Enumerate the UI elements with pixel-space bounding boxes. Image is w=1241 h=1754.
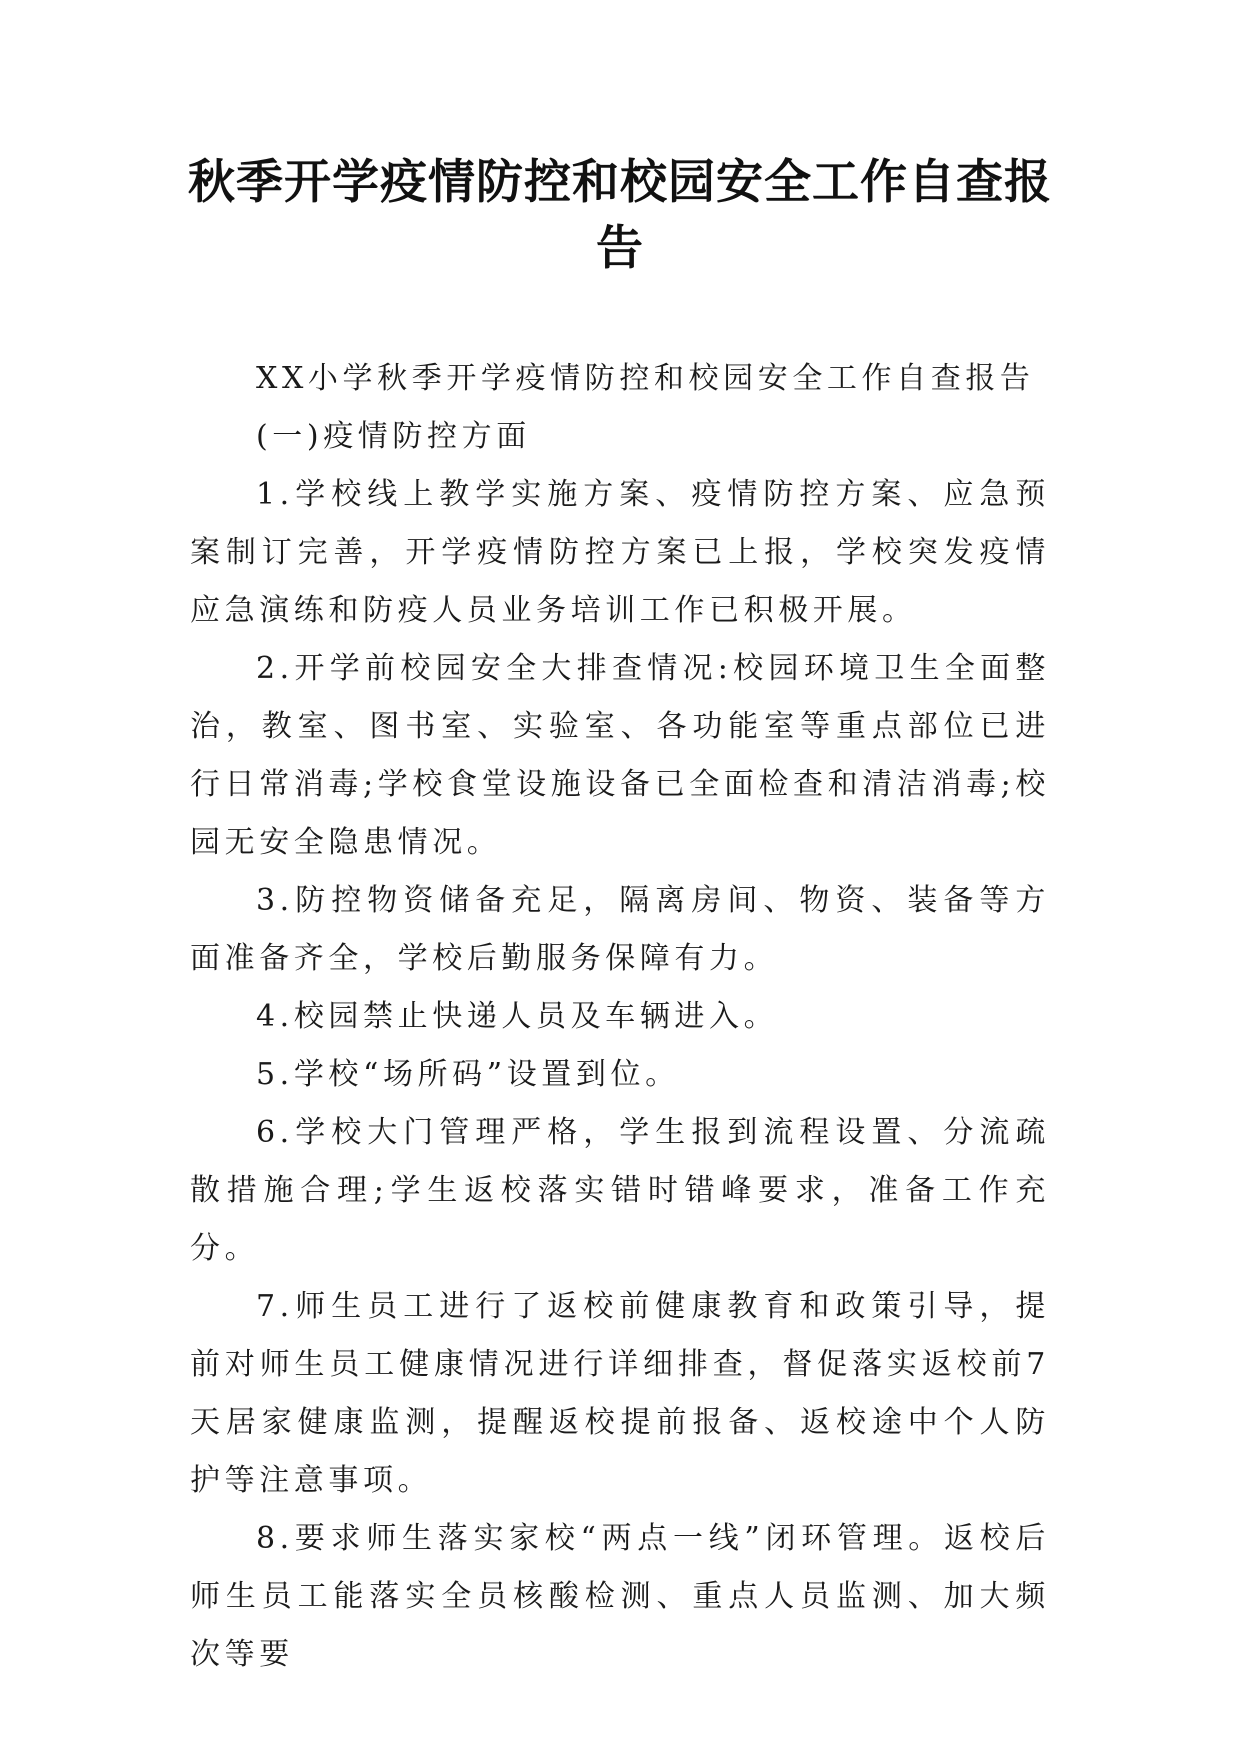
paragraph-item-1: 1.学校线上教学实施方案、疫情防控方案、应急预案制订完善，开学疫情防控方案已上报，学校突发疫情应急演练和防疫人员业务培训工作已积极开展。: [190, 477, 1050, 628]
paragraph-item-8: 8.要求师生落实家校“两点一线”闭环管理。返校后师生员工能落实全员核酸检测、重点人员监测、加大频次等要: [190, 1521, 1050, 1672]
report-subtitle: XX小学秋季开学疫情防控和校园安全工作自查报告: [256, 361, 1035, 396]
paragraph-item-2: 2.开学前校园安全大排查情况:校园环境卫生全面整治，教室、图书室、实验室、各功能室等重点部位已进行日常消毒;学校食堂设施设备已全面检查和清洁消毒;校园无安全隐患情况。: [190, 651, 1050, 860]
paragraph-item-6: 6.学校大门管理严格，学生报到流程设置、分流疏散措施合理;学生返校落实错时错峰要求，准备工作充分。: [190, 1115, 1050, 1266]
paragraph-item-3: 3.防控物资储备充足，隔离房间、物资、装备等方面准备齐全，学校后勤服务保障有力。: [190, 883, 1050, 976]
section-heading: (一)疫情防控方面: [256, 419, 531, 454]
paragraph-item-7: 7.师生员工进行了返校前健康教育和政策引导，提前对师生员工健康情况进行详细排查，督促落实返校前7天居家健康监测，提醒返校提前报备、返校途中个人防护等注意事项。: [190, 1289, 1050, 1498]
document-body: [190, 350, 1050, 1684]
paragraph-item-4: 4.校园禁止快递人员及车辆进入。: [256, 999, 779, 1034]
document-title: 秋季开学疫情防控和校园安全工作自查报告: [188, 155, 1052, 276]
paragraph-item-5: 5.学校“场所码”设置到位。: [256, 1057, 680, 1092]
